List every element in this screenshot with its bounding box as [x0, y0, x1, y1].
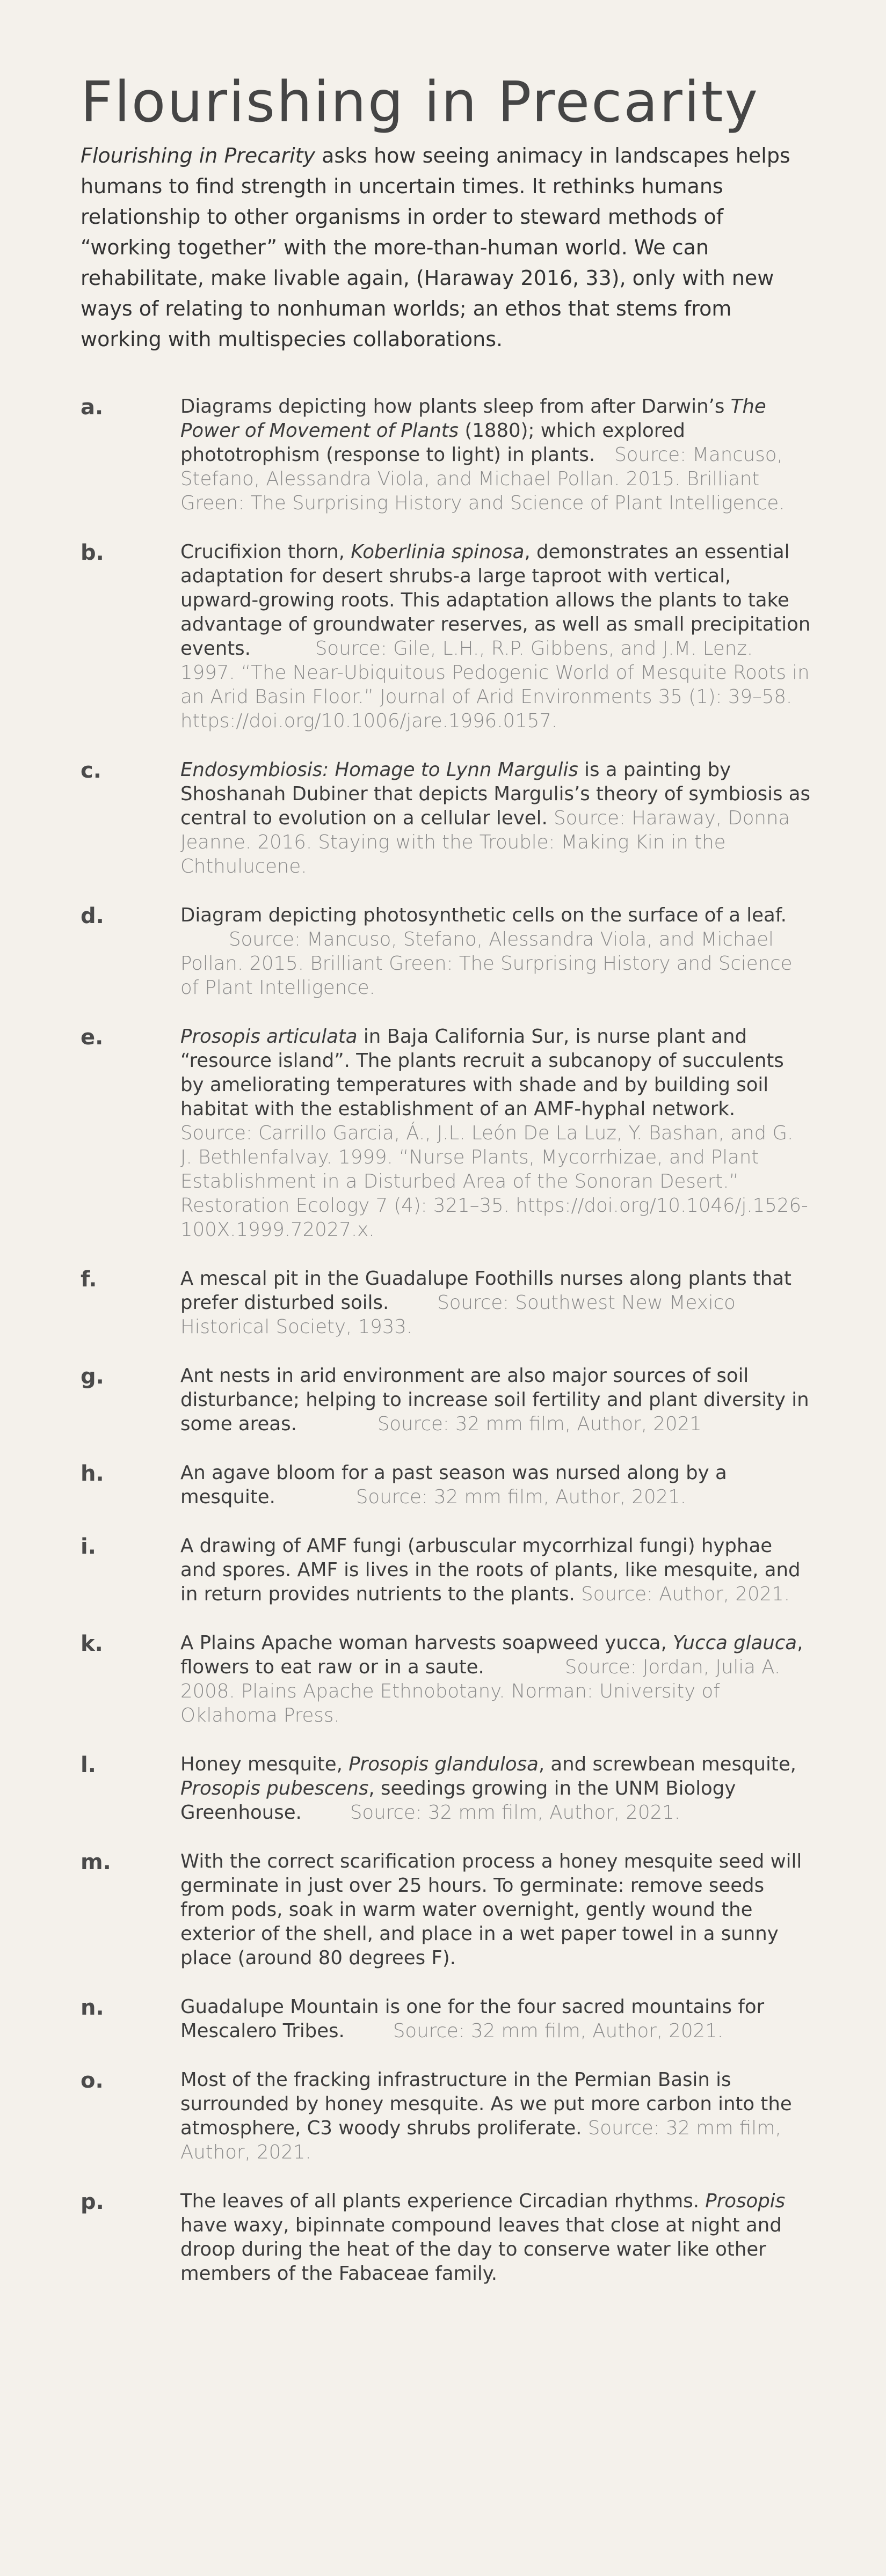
note-body [180, 758, 811, 879]
intro-text: asks how seeing animacy in landscapes helps humans to find strength in uncertain times. It rethinks humans relationship to other organisms in order to steward methods of “working together” with the more-than-human world. We can rehabilitate, make livable again, (Haraway 2016, 33), only with new ways of relating to nonhuman worlds; an ethos that stems from working with multispecies collaborations. [81, 144, 790, 351]
intro-paragraph [81, 141, 795, 355]
note-body [180, 1849, 811, 1970]
note-text: , flowers to eat raw or in a saute. [180, 1632, 803, 1678]
note-source: Source: 32 mm film, Author, 2021. [350, 1802, 681, 1824]
note-body [180, 394, 811, 515]
note-letter: g. [81, 1364, 104, 1389]
note-g [81, 1364, 811, 1436]
note-text: An agave bloom for a past season was nursed along by a mesquite. [180, 1462, 727, 1508]
note-m [81, 1849, 811, 1970]
note-text: A drawing of AMF fungi (arbuscular mycorrhizal fungi) hyphae and spores. AMF is lives in the roots of plants, like mesquite, and in return provides nutrients to the plants. [180, 1535, 801, 1605]
note-body [180, 540, 811, 733]
note-source: Source: Southwest New Mexico Historical Society, 1933. [180, 1292, 736, 1338]
note-text: A mescal pit in the Guadalupe Foothills nurses along plants that prefer disturbed soils. [180, 1268, 791, 1314]
note-text: in Baja California Sur, is nurse plant and “resource island”. The plants recruit a subcanopy of succulents by ameliorating temperatures with shade and by building soil habitat with the establishment of an AMF-hyphal network. [180, 1026, 784, 1120]
note-p [81, 2189, 811, 2286]
note-letter: f. [81, 1267, 97, 1292]
note-letter: m. [81, 1850, 111, 1875]
note-body [180, 1364, 811, 1436]
note-italic: Prosopis pubescens [180, 1777, 369, 1799]
note-text: A Plains Apache woman harvests soapweed yucca, [180, 1632, 673, 1654]
note-text: is a painting by Shoshanah Dubiner that depicts Margulis’s theory of symbiosis as central to evolution on a cellular level. [180, 759, 810, 829]
note-f [81, 1267, 811, 1339]
note-text: have waxy, bipinnate compound leaves that close at night and droop during the heat of the day to conserve water like other members of the Fabaceae family. [180, 2214, 782, 2285]
note-n [81, 1995, 811, 2043]
note-italic: Endosymbiosis: Homage to Lynn Margulis [180, 759, 578, 781]
note-body [180, 1631, 811, 1728]
note-text: Guadalupe Mountain is one for the four sacred mountains for Mescalero Tribes. [180, 1996, 765, 2042]
note-text: Crucifixion thorn, [180, 541, 351, 563]
note-letter: e. [81, 1025, 104, 1050]
note-letter: c. [81, 758, 101, 783]
note-body [180, 1534, 811, 1606]
note-source: Source: 32 mm film, Author, 2021. [355, 1486, 687, 1508]
note-italic: Yucca glauca [673, 1632, 797, 1654]
note-text: Ant nests in arid environment are also major sources of soil disturbance; helping to increase soil fertility and plant diversity in some areas. [180, 1365, 809, 1435]
note-letter: n. [81, 1995, 104, 2020]
note-l [81, 1752, 811, 1825]
note-italic: Koberlinia spinosa [351, 541, 525, 563]
note-letter: b. [81, 540, 104, 565]
note-letter: k. [81, 1631, 103, 1656]
note-source: Source: Haraway, Donna Jeanne. 2016. Staying with the Trouble: Making Kin in the Chthulucene. [180, 807, 790, 877]
note-body [180, 2189, 811, 2286]
note-d [81, 903, 811, 1000]
note-text: Diagram depicting photosynthetic cells on the surface of a leaf. [180, 904, 787, 926]
note-letter: h. [81, 1461, 104, 1486]
note-body [180, 903, 811, 1000]
note-text: The leaves of all plants experience Circadian rhythms. [180, 2190, 706, 2212]
note-letter: l. [81, 1753, 96, 1777]
note-text: , demonstrates an essential adaptation for desert shrubs-a large taproot with vertical, upward-growing roots. This adaptation allows the plants to take advantage of groundwater reserves, as well as small precipitation events. [180, 541, 811, 660]
intro-italic-title: Flourishing in Precarity [81, 144, 316, 167]
note-body [180, 1024, 811, 1242]
note-italic: The Power of Movement of Plants [180, 396, 766, 442]
note-source: Source: 32 mm film, Author, 2021. [180, 2117, 781, 2163]
note-source: Source: Author, 2021. [581, 1583, 790, 1605]
note-italic: Prosopis glandulosa [348, 1753, 539, 1775]
note-body [180, 1461, 811, 1509]
note-i [81, 1534, 811, 1606]
note-letter: o. [81, 2068, 104, 2093]
note-k [81, 1631, 811, 1728]
note-text: Diagrams depicting how plants sleep from after Darwin’s [180, 396, 731, 418]
note-body [180, 1752, 811, 1825]
note-text: , seedings growing in the UNM Biology Greenhouse. [180, 1777, 736, 1824]
note-source: Source: Mancuso, Stefano, Alessandra Viola, and Michael Pollan. 2015. Brilliant Green: The Surprising History and Science of Plant Intelligence. [180, 444, 785, 514]
note-e [81, 1024, 811, 1242]
note-letter: d. [81, 904, 104, 928]
note-text: (1880); which explored phototrophism (response to light) in plants. [180, 420, 685, 466]
note-text: Honey mesquite, [180, 1753, 349, 1775]
note-source: Source: Carrillo Garcia, Á., J.L. León De La Luz, Y. Bashan, and G. J. Bethlenfalvay. 1999. “Nurse Plants, Mycorrhizae, and Plant Establishment in a Disturbed Area of the Sonoran Desert.” Restoration Ecology 7 (4): 321–35. https://doi.org/10.1046/j.1526-100X.1999.72027.x. [180, 1122, 808, 1241]
note-a [81, 394, 811, 515]
note-italic: Prosopis [705, 2190, 786, 2212]
note-source: Source: 32 mm film, Author, 2021. [393, 2020, 724, 2042]
note-text: , and screwbean mesquite, [538, 1753, 796, 1775]
note-text: With the correct scarification process a honey mesquite seed will germinate in just over 25 hours. To germinate: remove seeds from pods, soak in warm water overnight, gently wound the exterior of the shell, and place in a wet paper towel in a sunny place (around 80 degrees F). [180, 1850, 802, 1969]
note-text: Most of the fracking infrastructure in the Permian Basin is surrounded by honey mesquite. As we put more carbon into the atmosphere, C3 woody shrubs proliferate. [180, 2069, 792, 2139]
note-letter: i. [81, 1534, 96, 1559]
note-b [81, 540, 811, 733]
note-source: Source: Jordan, Julia A. 2008. Plains Apache Ethnobotany. Norman: University of Oklahoma Press. [180, 1656, 781, 1726]
note-italic: Prosopis articulata [180, 1026, 358, 1048]
note-body [180, 1267, 811, 1339]
note-c [81, 758, 811, 879]
note-source: Source: 32 mm film, Author, 2021 [377, 1413, 702, 1435]
note-body [180, 1995, 811, 2043]
page [81, 70, 811, 2286]
notes-list [81, 394, 811, 2286]
note-letter: p. [81, 2190, 104, 2214]
note-o [81, 2068, 811, 2164]
note-letter: a. [81, 395, 104, 420]
note-body [180, 2068, 811, 2164]
note-source: Source: Gile, L.H., R.P. Gibbens, and J.M. Lenz. 1997. “The Near-Ubiquitous Pedogenic World of Mesquite Roots in an Arid Basin Floor.” Journal of Arid Environments 35 (1): 39–58. https://doi.org/10.1006/jare.1996.0157. [180, 638, 810, 732]
note-h [81, 1461, 811, 1509]
page-title: Flourishing in Precarity [81, 69, 759, 135]
note-source: Source: Mancuso, Stefano, Alessandra Viola, and Michael Pollan. 2015. Brilliant Green: The Surprising History and Science of Plant Intelligence. [180, 928, 793, 999]
